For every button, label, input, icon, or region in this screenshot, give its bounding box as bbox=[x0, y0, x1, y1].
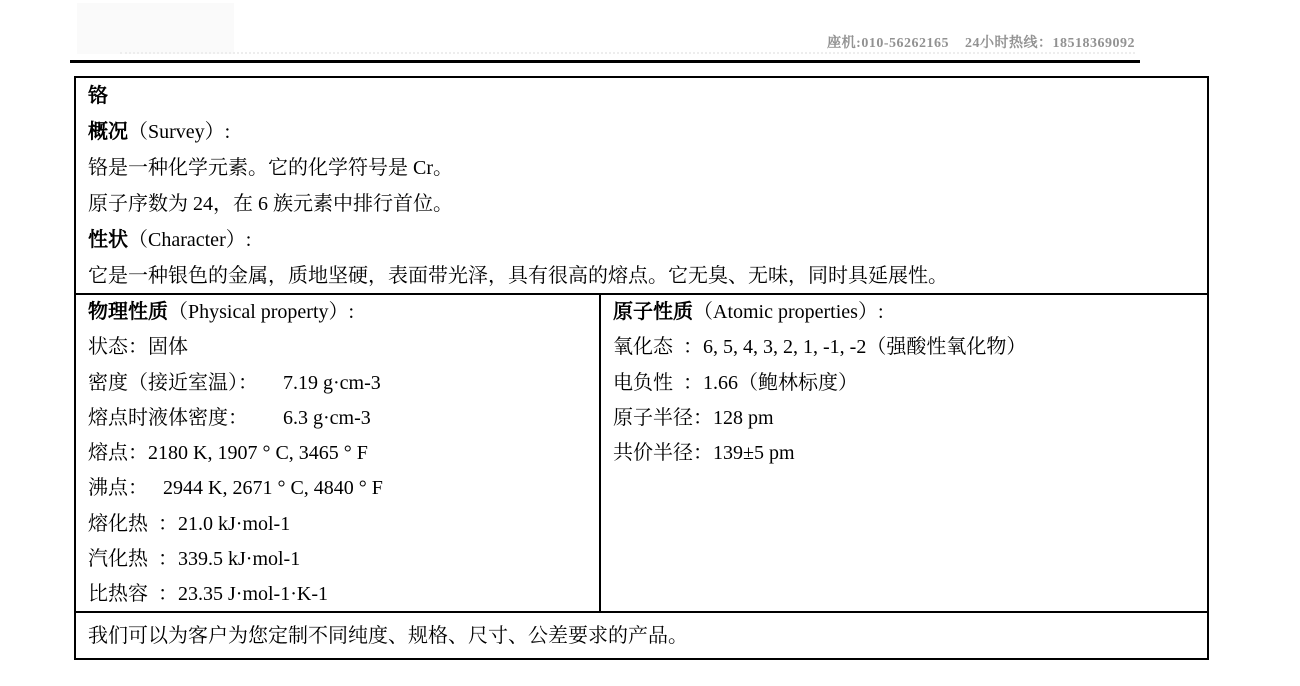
header-contact-info: 座机:010-56262165 24小时热线：18518369092 bbox=[827, 36, 1135, 51]
physical-property-line: 熔点：2180 K, 1907 ° C, 3465 ° F bbox=[88, 442, 368, 465]
survey-heading bbox=[88, 114, 1195, 150]
overview-section bbox=[76, 78, 1207, 293]
physical-property-line: 比热容 ：23.35 J·mol-1·K-1 bbox=[88, 583, 328, 606]
atomic-properties-column bbox=[601, 295, 1207, 611]
atomic-heading bbox=[613, 295, 1195, 330]
survey-line: 原子序数为 24，在 6 族元素中排行首位。 bbox=[88, 193, 453, 215]
physical-heading bbox=[88, 295, 587, 330]
atomic-property-line: 原子半径：128 pm bbox=[613, 406, 774, 429]
character-heading-rest: （Character）: bbox=[128, 229, 252, 251]
character-line: 它是一种银色的金属，质地坚硬，表面带光泽，具有很高的熔点。它无臭、无味，同时具延展性。 bbox=[88, 265, 948, 287]
survey-heading-label: 概况 bbox=[88, 121, 128, 143]
physical-property-line: 状态：固体 bbox=[88, 336, 188, 359]
custom-order-note: 我们可以为客户为您定制不同纯度、规格、尺寸、公差要求的产品。 bbox=[88, 624, 688, 647]
element-info-table bbox=[74, 76, 1209, 660]
survey-line: 铬是一种化学元素。它的化学符号是 Cr。 bbox=[88, 157, 453, 179]
character-heading-label: 性状 bbox=[88, 229, 128, 251]
element-title: 铬 bbox=[88, 85, 108, 107]
header-faint-divider bbox=[120, 52, 1135, 54]
physical-heading-rest: （Physical property）: bbox=[168, 301, 355, 323]
physical-property-line: 密度（接近室温）： 7.19 g·cm-3 bbox=[88, 371, 381, 394]
physical-properties-column bbox=[76, 295, 601, 611]
atomic-property-line: 氧化态 ：6, 5, 4, 3, 2, 1, -1, -2（强酸性氧化物） bbox=[613, 336, 1027, 359]
physical-property-line: 熔化热 ：21.0 kJ·mol-1 bbox=[88, 512, 291, 535]
physical-heading-label: 物理性质 bbox=[88, 301, 168, 323]
survey-heading-rest: （Survey）: bbox=[128, 121, 231, 143]
faded-logo-placeholder bbox=[77, 3, 234, 54]
atomic-heading-rest: （Atomic properties）: bbox=[693, 301, 884, 323]
footer-note-row bbox=[76, 613, 1207, 658]
properties-section bbox=[76, 293, 1207, 613]
physical-property-line: 汽化热 ：339.5 kJ·mol-1 bbox=[88, 548, 301, 571]
atomic-property-line: 共价半径：139±5 pm bbox=[613, 442, 795, 465]
atomic-property-line: 电负性 ：1.66（鲍林标度） bbox=[613, 371, 858, 394]
atomic-heading-label: 原子性质 bbox=[613, 301, 693, 323]
physical-property-line: 熔点时液体密度： 6.3 g·cm-3 bbox=[88, 406, 371, 429]
character-heading bbox=[88, 222, 1195, 258]
physical-property-line: 沸点： 2944 K, 2671 ° C, 4840 ° F bbox=[88, 477, 383, 500]
header-rule bbox=[70, 60, 1140, 63]
